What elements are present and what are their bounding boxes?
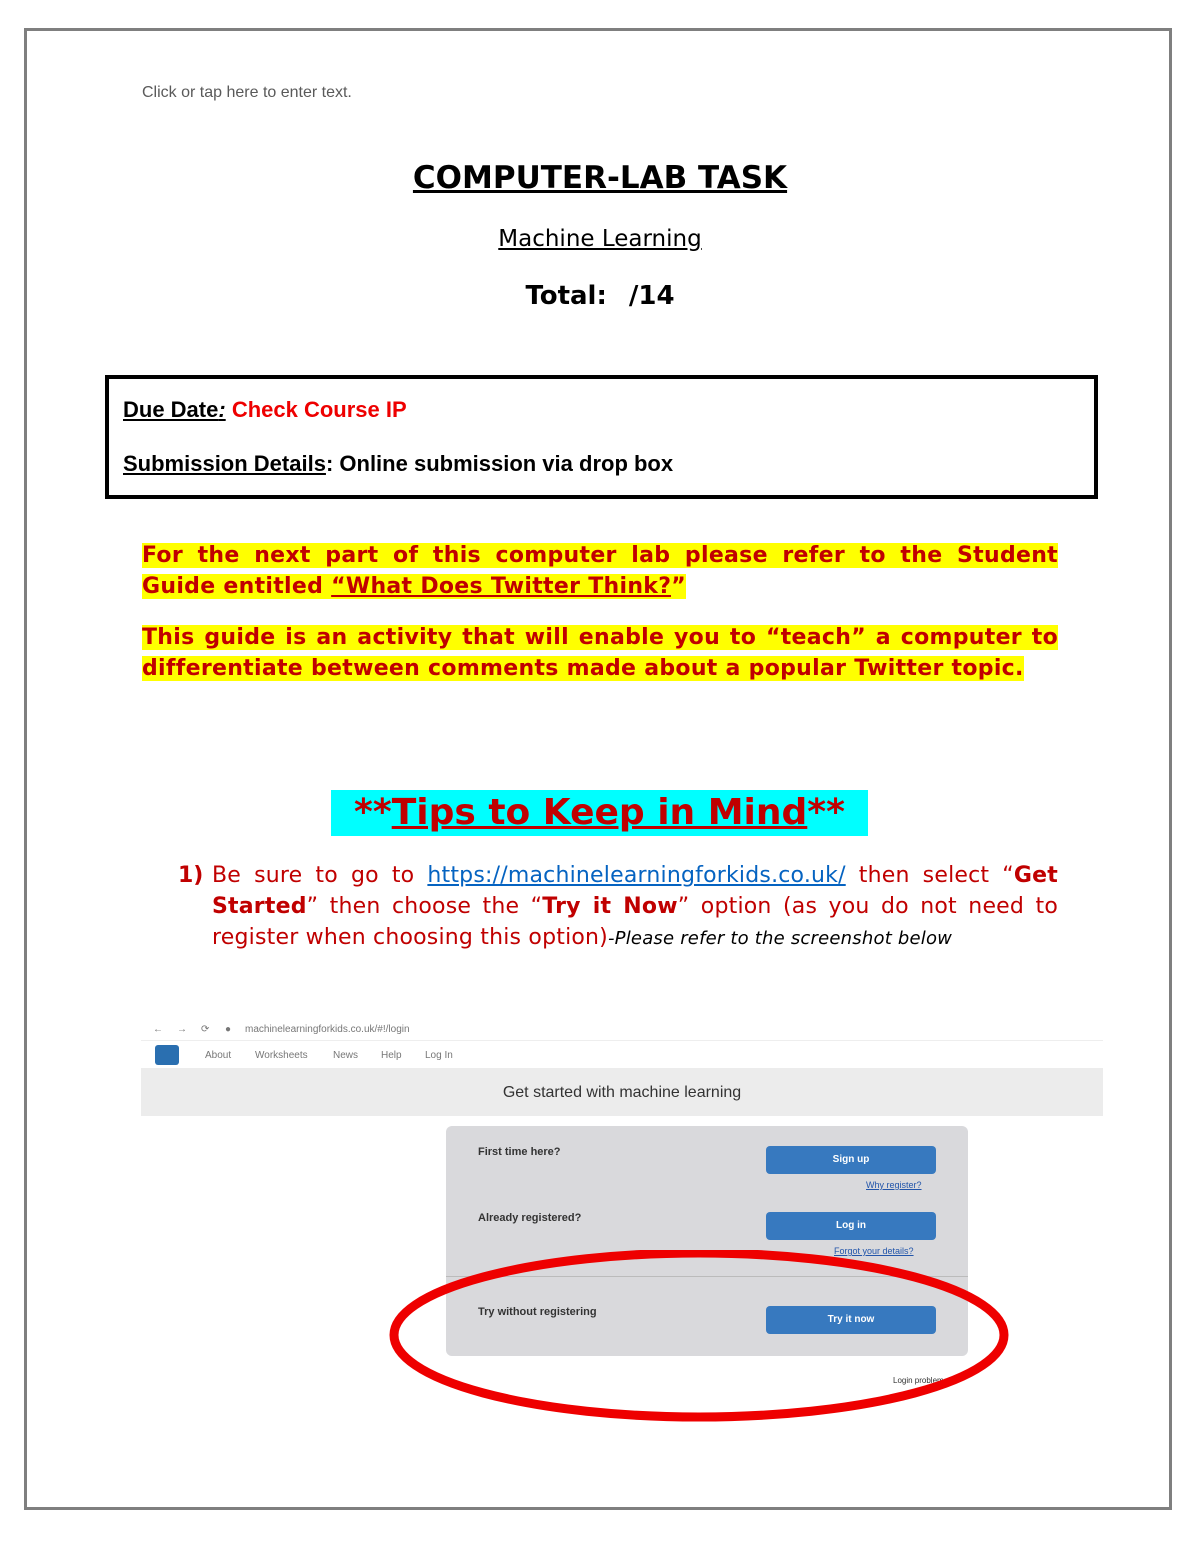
first-time-label: First time here? [478, 1146, 561, 1158]
reload-icon: ⟳ [201, 1024, 210, 1035]
due-date-box [105, 375, 1098, 499]
tips-suffix: ** [807, 792, 845, 833]
activity-text: This guide is an activity that will enable you to “teach” a computer to differentiate between comments made about a popular Twitter topic. [142, 625, 1058, 681]
activity-paragraph [142, 622, 1058, 684]
address-url: machinelearningforkids.co.uk/#!/login [245, 1024, 410, 1035]
sign-up-button: Sign up [766, 1146, 936, 1174]
due-date-label: Due Date [123, 397, 219, 422]
tips-prefix: ** [354, 792, 392, 833]
submission-line [123, 451, 673, 477]
forward-arrow-icon: → [177, 1024, 187, 1035]
step-body [212, 860, 1058, 954]
total-value: /14 [628, 281, 675, 311]
nav-item-news: News [333, 1050, 359, 1061]
text-placeholder[interactable]: Click or tap here to enter text. [142, 84, 352, 101]
step-text-4: ” option (as you do not need to register when choosing this option) [212, 894, 1058, 950]
screenshot-note: -Please refer to the screenshot below [607, 928, 953, 949]
nav-item-about: About [205, 1050, 232, 1061]
due-date-value: Check Course IP [231, 397, 407, 422]
total-label: Total: [525, 281, 607, 311]
get-started-banner: Get started with machine learning [141, 1068, 1103, 1116]
why-register-link: Why register? [866, 1180, 922, 1190]
lock-icon: ● [225, 1024, 232, 1035]
guide-title: “What Does Twitter Think? [331, 574, 672, 599]
highlight-ring [388, 1250, 1012, 1426]
nav-item-worksheets: Worksheets [255, 1050, 308, 1061]
page-title [0, 160, 1200, 196]
login-problems-link: Login problems? [893, 1376, 953, 1385]
try-it-now-button: Try it now [766, 1306, 936, 1334]
site-logo-icon [155, 1045, 179, 1065]
guide-text-before: For the next part of this computer lab please refer to the Student Guide entitled [142, 543, 1058, 599]
site-nav [141, 1040, 1103, 1069]
forgot-details-link: Forgot your details? [834, 1246, 914, 1256]
due-date-line [123, 397, 407, 423]
submission-value: : Online submission via drop box [325, 451, 674, 476]
try-it-now-text: Try it Now [542, 894, 678, 919]
due-date-colon: : [218, 397, 226, 422]
total-score [0, 281, 1200, 311]
site-link[interactable]: https://machinelearningforkids.co.uk/ [427, 863, 846, 888]
guide-paragraph [142, 540, 1058, 602]
nav-item-help: Help [381, 1050, 402, 1061]
page-subtitle [0, 226, 1200, 252]
tips-text: Tips to Keep in Mind [391, 792, 808, 833]
tips-heading [331, 790, 868, 836]
nav-item-login: Log In [425, 1050, 453, 1061]
browser-address-bar [141, 1018, 1021, 1040]
get-started-text: Get Started [212, 863, 1059, 919]
page-title-text: COMPUTER-LAB TASK [412, 160, 788, 196]
log-in-button: Log in [766, 1212, 936, 1240]
already-registered-label: Already registered? [478, 1212, 582, 1224]
highlight-ring-ellipse [394, 1253, 1004, 1417]
step-text-3: ” then choose the “ [306, 894, 543, 919]
step-number: 1) [178, 863, 204, 888]
page-subtitle-text: Machine Learning [498, 226, 702, 252]
step-text-1: Be sure to go to [212, 863, 428, 888]
submission-label: Submission Details [123, 451, 326, 476]
try-without-label: Try without registering [478, 1306, 597, 1318]
step-text-2: then select “ [845, 863, 1014, 888]
guide-text-after: ” [671, 574, 687, 599]
back-arrow-icon: ← [153, 1024, 163, 1035]
